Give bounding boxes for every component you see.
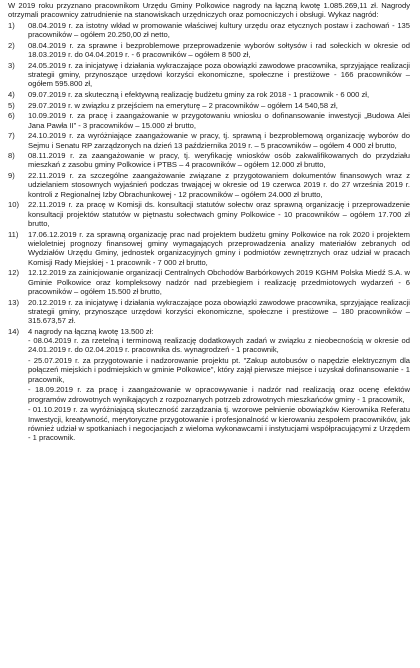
item-number: 12) [8,268,19,278]
item-text: 29.07.2019 r. w związku z przejściem na emeryturę – 2 pracowników – ogółem 14 540,58 zł, [28,100,338,110]
list-item [8,268,410,296]
list-item [8,151,410,170]
item-text: 08.04.2019 r. za istotny wkład w promowanie właściwej kultury urzędu oraz etycznych postaw i zachowań - 135 pracowników – ogółem 20.250,00 zł netto, [28,20,410,39]
sub-list-item: - 18.09.2019 r. za pracę i zaangażowanie w opracowywanie i nadzór nad realizacją oraz ocenę efektów programów zdrowotnych wynikających z rozpoznanych potrzeb zdrowotnych mieszkańców gminy - 1 pracownik, [28,385,410,404]
item-number: 11) [8,229,19,239]
sub-list-item: - 01.10.2019 r. za wyróżniającą skuteczność zarządzania tj. wzorowe pełnienie obowiązków Kierownika Referatu Inwestycji, kreatywność, merytoryczne przygotowanie i profesjonalność w kierowaniu zespołem pracowników, jak również udział w spotkaniach i negocjacjach z wieloma wykonawcami i instytucjami współpracującymi z Urzędem - 1 pracownik. [28,405,410,443]
intro-paragraph: W 2019 roku przyznano pracownikom Urzędu Gminy Polkowice nagrody na łączną kwotę 1.085.269,11 zł. Nagrody otrzymali pracownicy zatrudnienie na stanowiskach urzędniczych oraz pomocniczych i obsługi. Wykaz nagród: [8,1,410,20]
item-number: 10) [8,200,19,210]
list-item [8,171,410,199]
item-text: 22.11.2019 r. za szczególne zaangażowanie związane z przygotowaniem dokumentów finansowych wraz z udzielaniem stosownych wyjaśnień podczas trwającej w okresie od 19 czerwca 2019 r. do 27 września 2019 r. kontroli z Regionalnej Izby Obrachunkowej - 12 pracowników – ogółem 24.000 zł brutto, [28,171,410,199]
list-item [8,327,410,444]
item-text: 24.10.2019 r. za wyróżniające zaangażowanie w pracy, tj. sprawną i bezproblemową organizację wyborów do Sejmu i Senatu RP zarządzonych na dzień 13 października 2019 r. – 5 pracowników – ogółem 4 000 zł brutto, [28,131,410,150]
item-number: 13) [8,297,19,307]
item-text: 4 nagrody na łączną kwotę 13.500 zł: [28,326,154,336]
item-text: 10.09.2019 r. za pracę i zaangażowanie w przygotowaniu wniosku o dofinansowanie inwestycji „Budowa Alei Jana Pawła II” - 3 pracowników – 15.000 zł brutto, [28,111,410,130]
item-number: 9) [8,171,15,181]
item-text: 24.05.2019 r. za inicjatywę i działania wykraczające poza obowiązki zawodowe pracownika, sprzyjające realizacji strategii gminy, przynoszące urzędowi korzyści ekonomiczne, społeczne i prestiżowe - 166 pracowników – ogółem 595.800 zł, [28,60,410,89]
item-number: 7) [8,131,15,141]
list-item [8,41,410,60]
list-item [8,200,410,228]
list-item [8,101,410,110]
list-item [8,131,410,150]
item-text: 09.07.2019 r. za skuteczną i efektywną realizację budżetu gminy za rok 2018 - 1 pracownik - 6 000 zł, [28,89,370,99]
item-text: 08.04.2019 r. za sprawne i bezproblemowe przeprowadzenie wyborów sołtysów i rad sołeckich w okresie od 18.03.2019 r. do 04.04.2019 r. - 6 pracowników – ogółem 8 500 zł, [28,40,410,59]
item-text: 12.12.2019 za zainicjowanie organizacji Centralnych Obchodów Barbórkowych 2019 KGHM Polska Miedź S.A. w Gminie Polkowice oraz kompleksowy nadzór nad przebiegiem i realizację przedmiotowych wydarzeń - 6 pracowników – ogółem 15.500 zł brutto, [28,268,410,296]
item-number: 6) [8,111,15,121]
list-item [8,298,410,326]
list-item [8,111,410,130]
item-number: 1) [8,20,15,30]
item-number: 2) [8,40,15,50]
item-number: 14) [8,326,19,336]
item-text: 20.12.2019 r. za inicjatywę i działania wykraczające poza obowiązki zawodowe pracownika, sprzyjające realizacji strategii gminy, przynoszące urzędowi korzyści ekonomiczne, społeczne i prestiżowe – 180 pracowników – 315.673,57 zł. [28,297,410,326]
item-number: 4) [8,89,15,99]
list-item [8,21,410,40]
item-text: 08.11.2019 r. za zaangażowanie w pracy, tj. weryfikację wniosków osób zakwalifikowanych do przydziału mieszkań z zasobu gminy Polkowice i PTBS – 4 pracowników – ogółem 12.000 zł brutto, [28,151,410,170]
list-item [8,61,410,89]
list-item [8,230,410,267]
award-list [8,21,410,444]
list-item [8,90,410,99]
item-number: 5) [8,100,15,110]
item-text: 22.11.2019 r. za pracę w Komisji ds. konsultacji statutów sołectw oraz sprawną organizację i przeprowadzenie konsultacji projektów statutów w piętnastu sołectwach gminy Polkowice - 10 pracowników – ogółem 17.700 zł brutto, [28,200,410,229]
sub-list-item: - 08.04.2019 r. za rzetelną i terminową realizację dodatkowych zadań w związku z nieobecnością w okresie od 24.01.2019 r. do 02.04.2019 r. pracownika ds. wynagrodzeń - 1 pracownik, [28,336,410,355]
sub-list-item: - 25.07.2019 r. za przygotowanie i nadzorowanie projektu pt. "Zakup autobusów o napędzie elektrycznym dla połączeń miejskich i podmiejskich w gminie Polkowice", który zajął pierwsze miejsce i uzyskał dofinansowanie - 1 pracownik, [28,356,410,384]
item-number: 8) [8,151,15,161]
sub-list [28,336,410,442]
item-text: 17.06.12.2019 r. za sprawną organizację prac nad projektem budżetu gminy Polkowice na rok 2020 i projektem wieloletniej prognozy finansowej gminy wymagających przeprowadzenia analizy materiałów zebranych od Wydziałów Urzędu Gminy, jednostek organizacyjnych gminy i podmiotów zewnętrznych oraz udział w pracach Komisji Rady Miejskiej - 1 pracownik - 7 000 zł brutto, [28,229,410,267]
item-number: 3) [8,60,15,70]
